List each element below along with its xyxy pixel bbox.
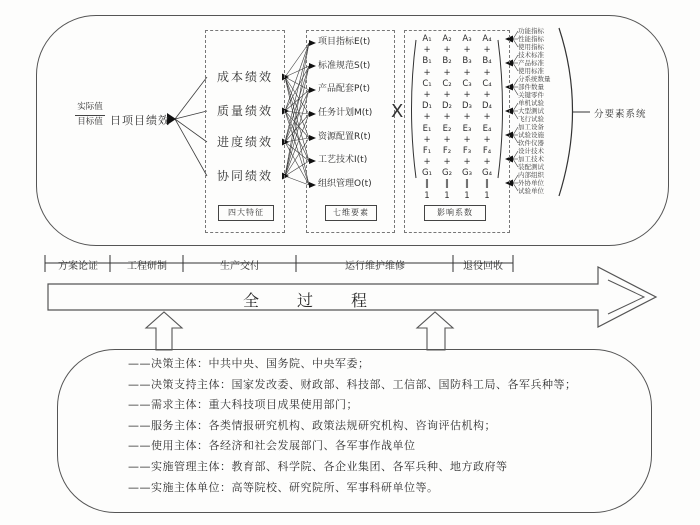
stakeholder-line: ——决策支持主体：国家发改委、财政部、科技部、工信部、国防科工局、各军兵种等；	[128, 377, 577, 391]
matrix-cell: C₄	[482, 78, 492, 89]
matrix-cell: E₃	[462, 123, 472, 134]
matrix-cell: +	[463, 112, 471, 123]
matrix-cell: +	[443, 67, 451, 78]
phase-label: 生产交付	[220, 261, 260, 272]
sub-element-list	[518, 27, 551, 195]
performance-item: 协同绩效	[216, 169, 273, 183]
matrix-cell: G₄	[482, 168, 492, 179]
performance-item: 进度绩效	[216, 135, 273, 149]
sub-element-item: 部件数量	[518, 83, 544, 91]
seven-element-item: 项目指标E(t)	[318, 37, 371, 47]
matrix-cell: F₁	[422, 145, 432, 156]
stakeholder-line: ——实施主体单位：高等院校、研究院所、军事科研单位等。	[128, 480, 439, 494]
matrix-cell: C₁	[422, 78, 432, 89]
matrix-cell: +	[463, 134, 471, 145]
matrix-cell: E₂	[442, 123, 452, 134]
fraction-numerator: 实际值	[75, 101, 105, 116]
matrix-cell: +	[483, 89, 491, 100]
matrix-cell: G₃	[462, 168, 472, 179]
matrix-cell: +	[423, 45, 431, 56]
matrix-cell: B₁	[422, 56, 432, 67]
matrix-cell: A₁	[422, 34, 432, 44]
matrix-cell: +	[463, 45, 471, 56]
sub-element-item: 装配测试	[518, 163, 544, 171]
stakeholder-line: ——使用主体：各经济和社会发展部门、各军事作战单位	[128, 439, 416, 453]
sub-element-item: 使用指标	[518, 43, 544, 51]
matrix-cell: +	[443, 89, 451, 100]
matrix-cell: 1	[464, 190, 470, 201]
matrix-cell: ‖	[444, 179, 450, 190]
sub-element-item: 试验单位	[518, 187, 544, 195]
seven-element-item: 产品配套P(t)	[318, 84, 370, 95]
phase-label: 退役回收	[463, 261, 503, 272]
sub-element-item: 加工设备	[518, 123, 544, 131]
seven-element-item: 组织管理O(t)	[318, 179, 372, 190]
matrix-cell: D₂	[442, 101, 452, 112]
matrix-cell: G₂	[442, 168, 452, 179]
sub-element-item: 试验设施	[518, 131, 544, 139]
coefficient-matrix-caption: 影响系数	[424, 205, 486, 221]
sub-element-item: 使用标准	[518, 67, 544, 75]
ratio-fraction	[72, 101, 108, 129]
matrix-column	[458, 34, 476, 202]
seven-element-item: 标准规范S(t)	[318, 60, 371, 71]
matrix-cell: 1	[484, 190, 490, 201]
matrix-cell: E₄	[482, 123, 492, 134]
sub-element-item: 关键零件	[518, 91, 544, 99]
stakeholder-line: ——实施管理主体：教育部、科学院、各企业集团、各军兵种、地方政府等	[128, 459, 508, 473]
sub-element-item: 设计技术	[518, 147, 544, 155]
matrix-cell: B₂	[442, 56, 452, 67]
matrix-cell: A₂	[442, 34, 452, 44]
fraction-denominator: 目标值	[77, 117, 103, 127]
matrix-cell: F₂	[442, 145, 452, 156]
seven-elements-caption: 七维要素	[325, 205, 377, 221]
sub-element-item: 内部组织	[518, 171, 544, 179]
stakeholder-list	[128, 354, 577, 498]
matrix-cell: +	[423, 67, 431, 78]
matrix-cell: +	[443, 45, 451, 56]
sub-element-item: 分系统数量	[518, 75, 551, 83]
phase-label: 运行维护维修	[345, 261, 405, 272]
matrix-cell: E₁	[422, 123, 432, 134]
matrix-cell: ‖	[424, 179, 430, 190]
phase-label: 方案论证	[58, 261, 98, 272]
seven-element-item: 任务计划M(t)	[318, 108, 373, 119]
stakeholder-line: ——需求主体：重大科技项目成果使用部门；	[128, 398, 358, 412]
phase-timeline	[45, 255, 513, 272]
phase-label: 工程研制	[127, 261, 167, 272]
performance-item: 成本绩效	[216, 70, 273, 84]
matrix-column	[478, 34, 496, 202]
four-characteristics-box	[205, 30, 285, 233]
matrix-cell: +	[443, 134, 451, 145]
up-arrow-icon	[146, 312, 182, 350]
matrix-cell: A₄	[482, 34, 492, 44]
matrix-cell: +	[483, 112, 491, 123]
matrix-cell: B₄	[482, 56, 492, 67]
project-performance-label: 日项目绩效	[110, 114, 170, 127]
matrix-cell: D₃	[462, 101, 472, 112]
matrix-cell: +	[483, 67, 491, 78]
four-characteristics-caption: 四大特征	[218, 205, 274, 221]
matrix-cell: D₁	[422, 101, 432, 112]
coefficient-matrix	[418, 34, 496, 202]
stakeholder-line: ——决策主体：中共中央、国务院、中央军委；	[128, 357, 370, 370]
matrix-cell: +	[443, 112, 451, 123]
sub-element-item: 产品标准	[518, 59, 544, 67]
sub-element-item: 单机试验	[518, 99, 544, 107]
matrix-cell: A₃	[462, 34, 472, 44]
matrix-cell: C₂	[442, 78, 452, 89]
multiply-symbol: X	[391, 101, 404, 122]
matrix-cell: +	[483, 134, 491, 145]
process-arrow-label: 全过程	[242, 291, 405, 310]
matrix-cell: B₃	[462, 56, 472, 67]
sub-element-item: 大型测试	[518, 107, 544, 115]
up-arrow-icon	[417, 312, 453, 350]
stakeholder-line: ——服务主体：各类情报研究机构、政策法规研究机构、咨询评估机构；	[128, 418, 496, 432]
matrix-cell: +	[463, 89, 471, 100]
sub-element-item: 功能指标	[518, 27, 544, 35]
seven-element-item: 工艺技术I(t)	[318, 155, 368, 166]
sub-element-item: 性能指标	[518, 35, 544, 43]
matrix-cell: 1	[424, 190, 430, 201]
matrix-cell: +	[443, 157, 451, 168]
matrix-column	[418, 34, 436, 202]
sub-element-item: 加工技术	[518, 155, 544, 163]
sub-element-item: 飞行试验	[518, 115, 544, 123]
sub-element-system-label: 分要素系统	[594, 109, 647, 120]
matrix-cell: G₁	[422, 168, 432, 179]
matrix-cell: +	[423, 89, 431, 100]
matrix-cell: C₃	[462, 78, 472, 89]
matrix-cell: +	[483, 157, 491, 168]
matrix-cell: ‖	[464, 179, 470, 190]
matrix-cell: F₃	[462, 145, 472, 156]
sub-element-item: 软件仪器	[518, 139, 544, 147]
matrix-cell: F₄	[482, 145, 492, 156]
matrix-cell: +	[463, 67, 471, 78]
matrix-column	[438, 34, 456, 202]
matrix-cell: +	[423, 134, 431, 145]
matrix-cell: D₄	[482, 101, 492, 112]
matrix-cell: +	[423, 112, 431, 123]
sub-element-item: 技术标准	[518, 51, 544, 59]
performance-item: 质量绩效	[216, 104, 273, 118]
matrix-cell: +	[483, 45, 491, 56]
matrix-cell: +	[463, 157, 471, 168]
matrix-cell: 1	[444, 190, 450, 201]
matrix-cell: +	[423, 157, 431, 168]
sub-element-item: 外协单位	[518, 179, 544, 187]
seven-element-item: 资源配置R(t)	[318, 131, 371, 142]
seven-elements-list	[318, 31, 372, 197]
matrix-cell: ‖	[484, 179, 490, 190]
